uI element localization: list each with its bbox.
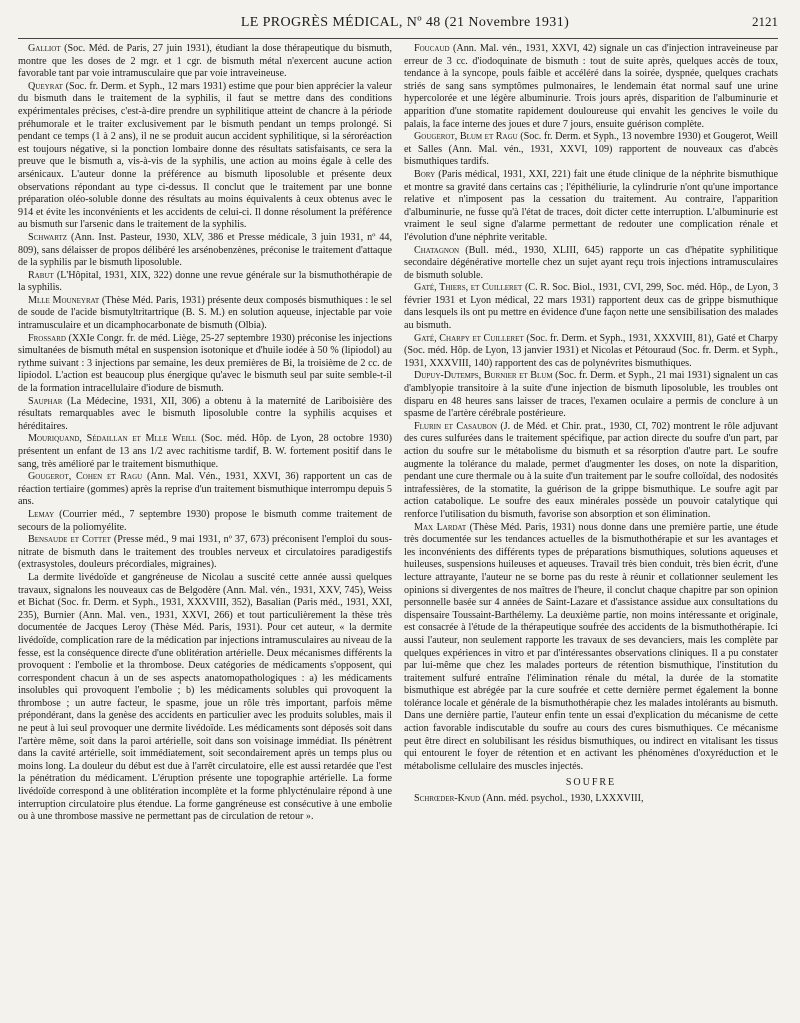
author-name: Chatagnon [414,244,460,256]
author-name: Schrœder-Knud [414,793,481,805]
paragraph [404,793,778,806]
author-name: Bensaude et Cottet [28,534,111,546]
paragraph [404,245,778,283]
paragraph-text: (Courrier méd., 7 septembre 1930) propose le bismuth comme traitement de secours de la poliomyélite. [18,508,392,533]
paragraph-text: (Soc. méd. Hôp. de Lyon, 28 octobre 1930) présentent un enfant de 13 ans 1/2 avec rachitisme tardif, B. W. fortement positif dans le sang, très amélioré par le traitement bismuthique. [18,433,392,470]
text-columns [18,43,778,824]
paragraph-text: (Ann. Mal. vén., 1931, XXVI, 42) signale un cas d'injection intraveineuse par erreur de 3 cc. d'iodoquinate de bismuth : tout de suite après, quelques accès de toux, tendance à la syncope, pouls faible et accéléré dans la soirée, dyspnée, quelques crachats striés de sang sans symptômes pulmonaires, le lendemain état normal sauf une urine hypercolorée et une légère albuminurie. Trois jours après, disparition de l'albuminurie et apparition d'une stomatite rapidement douloureuse qui envahit les gencives le voile du palais, la face interne des joues et dure 7 jours, ensuite guérison complète. [404,43,778,130]
paragraph [404,333,778,371]
right-column [404,43,778,824]
paragraph-text: (Soc. fr. Derm. et Syph., 21 mai 1931) signalent un cas d'amblyopie transitoire à la suite d'une injection de bismuth liposoluble, les troubles ont disparu en 48 heures sans laisser de traces, l'examen oculaire a permis de conclure à un spasme de l'artère cérébrale postérieure. [404,370,778,420]
paragraph-text: (Presse méd., 9 mai 1931, nº 37, 673) préconisent l'emploi du sous-nitrate de bismuth dans le traitement des troubles nerveux et circulatoires paradigestifs (extrasystoles, douleurs précordiales, migraines). [18,534,392,571]
paragraph [18,396,392,434]
paragraph [18,534,392,572]
paragraph [404,370,778,420]
paragraph [404,43,778,131]
paragraph-text: (L'Hôpital, 1931, XIX, 322) donne une revue générale sur la bismuthothérapie de la syphilis. [18,269,392,294]
author-name: Frossard [28,332,66,344]
paragraph-text: (Ann. Inst. Pasteur, 1930, XLV, 386 et Presse médicale, 3 juin 1931, nº 44, 809), sans délaisser de propos délibéré les arsénobenzènes, préconise le traitement d'attaque de la syphilis par le bismuth liposoluble. [18,231,392,269]
running-title: LE PROGRÈS MÉDICAL, Nº 48 (21 Novembre 1931) [240,15,570,30]
paragraph [18,81,392,232]
paragraph-text: (Soc. fr. Derm. et Syph., 1931, XXXVIII, 81), Gaté et Charpy (Soc. méd. Hôp. de Lyon, 13 janvier 1931) et Nicolas et Pétouraud (Soc. fr. Derm. et Syph., 1931, XXXVIII, 140) rapportent des cas de polynévrites bismuthiques. [404,332,778,369]
author-name: Gougerot, Blum et Ragu [414,131,518,143]
paragraph [404,522,778,774]
author-name: Galliot [28,43,61,54]
paragraph [18,295,392,333]
paragraph-text: (La Médecine, 1931, XII, 306) a obtenu à la maternité de Lariboisière des résultats remarquables avec le bismuth liposoluble contre la syphilis acquises et héréditaires. [18,395,392,432]
author-name: Rabut [28,269,54,281]
author-name: Sauphar [28,395,63,407]
author-name: Gaté, Charpy et Cuilleret [414,332,524,344]
section-heading: SOUFRE [565,777,617,789]
author-name: Queyrat [28,80,63,92]
author-name: Gougerot, Cohen et Ragu [28,471,143,483]
author-name: Schwartz [28,231,68,243]
page-header [18,14,778,36]
paragraph-text: (XXIe Congr. fr. de méd. Liège, 25-27 septembre 1930) préconise les injections simultanées de bismuth métal en suspension isotonique et d'huile iodée à 50 % (lipiodol) au rythme suivant : 3 injections par semaine, les deux premières de Bi, la troisième de 2 cc. de lipiodol. L'action est beaucoup plus énergique qu'avec le bismuth seul par suite semble-t-il de la formation intracellulaire d'iodure de bismuth. [18,332,392,395]
paragraph-text: (Soc. fr. Derm. et Syph., 12 mars 1931) estime que pour bien apprécier la valeur du bismuth dans le traitement de la syphilis, il faut se mettre dans des conditions expérimentales précises, c'est-à-dire prendre un syphilitique atteint de chancre à la période préhumorale et le traiter exclusivement par le bismuth pendant un temps prolongé. Si pendant ce temps (1 à 2 ans), il ne se produit aucun accident syphilitique, si la séroréaction est toujours négative, si la ponction lombaire donne des résultats satisfaisants, ce sera la preuve que le bismuth a, vis-à-vis de la syphilis, une action au moins égale à celle des arsénicaux. L'auteur donne la préférence au bismuth liposoluble et présente deux observations répondant au type ci-dessus. Il conclut que le traitement par une bonne préparation oléo-soluble donne des résultats au moins équivalents à ceux obtenus avec le 914 et évite les inconvénients et les accidents de celui-ci. Il donne résolument la préférence au bismuth sur l'arsenic dans le traitement de la syphilis. [18,80,392,231]
author-name: Lemay [28,508,55,520]
author-name: Bory [414,168,436,180]
paragraph-text: (Ann. Mal. Vén., 1931, XXVI, 36) rapportent un cas de réaction tertiaire (gommes) après la reprise d'un traitement bismuthique interrompu depuis 5 ans. [18,471,393,508]
paragraph-text: (J. de Méd. et Chir. prat., 1930, CI, 702) montrent le rôle adjuvant des cures sulfurées dans le traitement spécifique, par action directe du soufre d'un part, par action du soufre sur le métabolisme du bismuth et sa résorption d'autre part. Le soufre augmente la tolérance du malade, permet d'augmenter les doses, on note la disparition, pendant une cure thermale ou à la suite d'un traitement par le soufre colloïdal, des nodosités intrafessières, de la stomatite, la guérison de la grippe bismuthique. Le soufre agit par action catabolique. Le soufre des eaux minérales possède un pouvoir catalytique qui renforce l'utilisation du bismuth, favorise son absorption et son élimination. [404,420,778,520]
paragraph [404,131,778,169]
paragraph [404,282,778,332]
author-name: Dupuy-Dutemps, Burnier et Blum [414,370,553,382]
paragraph-text: (Paris médical, 1931, XXI, 221) fait une étude clinique de la néphrite bismuthique et montre sa gravité dans certains cas ; l'épithéliurie, la cylindrurie n'ont qu'une importance relative et n'imposent pas la cessation du traitement. Au contraire, l'apparition d'albuminurie, ne fusse qu'à l'état de traces, doit dicter cette interruption. L'albuminurie est vraiment le seul signe d'alarme permettant de redouter une complication rénale et l'évolution d'une néphrite veritable. [404,168,778,243]
paragraph-text: (C. R. Soc. Biol., 1931, CVI, 299, Soc. méd. Hôp., de Lyon, 3 février 1931 et Lyon médical, 22 mars 1931) rapportent deux cas de grippe bismuthique dans lesquels ils ont pu mettre en évidence d'une façon nette une sensibilisation des malades au bismuth. [404,282,779,332]
author-name: Mlle Mouneyrat [28,294,100,306]
paragraph [18,270,392,295]
paragraph-text: (Soc. fr. Derm. et Syph., 13 novembre 1930) et Gougerot, Weill et Salles (Ann. Mal. vén., 1931, XXVI, 109) rapportent de nouveaux cas d'abcès bismuthiques tardifs. [404,131,778,168]
paragraph-text: (Thèse Méd. Paris, 1931) présente deux composés bismuthiques : le sel de soude de l'acide bismutyltritartrique (B. S. M.) en solution aqueuse, injectable par voie intramusculaire et un dicamphocarbonate de bismuth (Olbia). [18,294,392,332]
paragraph [18,509,392,534]
author-name: Mouriquand, Sédaillan et Mlle Weill [28,433,197,445]
paragraph [404,421,778,522]
left-column [18,43,392,824]
author-name: Max Lardat [414,521,467,533]
author-name: Foucaud [414,43,450,54]
paragraph [18,433,392,471]
paragraph-text: (Soc. Méd. de Paris, 27 juin 1931), étudiant la dose thérapeutique du bismuth, montre que les doses de 2 mgr. et 1 cgr. de bismuth métal n'exercent aucune action favorable tant par voie intramusculaire que par voie intraveineuse. [18,43,392,80]
paragraph [18,572,392,824]
paragraph-text: (Thèse Méd. Paris, 1931) nous donne dans une première partie, une étude très documentée sur les tendances actuelles de la bismuthothérapie et sur les avantages et les inconvénients des différents types de préparations bismuthiques, solutions aqueuses et huileuses, suspensions huileuses et aqueuses. Travail très bien conduit, très bien écrit, d'une lecture attrayante, l'auteur ne se borne pas du reste à réunir et collationner seulement les opinions si divergentes de nos maîtres de l'heure, il conclut chaque chapitre par son opinion personnelle basée sur 4 années de Saint-Lazare et d'assistance assidue aux consultations du dispensaire Toussaint-Barthélemy. La deuxième partie, non moins intéressante et originale, est consacrée à l'étude de la thérapeutique soufrée des accidents de la bismuthothérapie. Ici aussi l'auteur, non seulement rapporte les travaux de ses devanciers, mais les complète par quelques expériences in vitro et par d'intéressantes observations cliniques. Il a pu constater par lui-même que chez les malades porteurs de rétention bismuthique, l'institution du traitement sulfuré entraîne l'élimination rénale du métal, la durée de la stomatite bismuthique est abrégée par la cure soufrée et cette dernière permet également la bonne tolérance locale et générale de la bismuthothérapie chez les malades intolérants au bismuth. Dans une dernière partie, l'auteur enfin tente un essai d'explication du mécanisme de cette action favorable indiscutable du soufre au cours des cures bismuthiques. Ce mécanisme peut être direct en solubilisant les résidus bismuthiques, ou indirect en vitalisant les tissus qui entourent le foyer de rétention et en activant les phénomènes d'oxyréduction et le métabolisme cellulaire des muscles injectés. [404,521,778,772]
paragraph-text: La dermite livédoïde et gangréneuse de Nicolau a suscité cette année aussi quelques travaux, signalons les nouveaux cas de Belgodère (Ann. Mal. vén., 1931, XXV, 745), Weiss et Bichat (Soc. fr. Derm. et Syph., 1931, XXXVIII, 352), Basalian (Paris méd., 1931, XXI, 235), Burnier (Ann. Mal. ven., 1931, XXVI, 266) et tout particulièrement la thèse très documentée de Jacques Leroy (Thèse Méd. Paris, 1931). Pour cet auteur, « la dermite livédoïde, complication rare de la médication par injections intramusculaires au niveau de la fesse, est la conséquence directe d'une oblitération artérielle. Deux mécanismes différents la provoquent : l'embolie et la thrombose. Deux catégories de médicaments s'opposent, qui correspondent chacun à un de ses aspects anatomopathologiques : a) les médicaments insolubles qui provoquent l'embolie ; b) les médicaments solubles qui provoquent la thrombose ; un autre facteur, le spasme, joue un rôle très important, parfois même prépondérant, dans la genèse des accidents en particulier avec les produits solubles, mais il ne peut à lui seul provoquer une dermite livédoïde. Les médicaments sont déposés soit dans l'artère même, soit dans la paroi artérielle, soit dans son voisinage immédiat. Ils pénètrent dans la cavité artérielle, soit immédiatement, soit secondairement après un temps plus ou moins long. La douleur du début est due à l'arrêt circulatoire, elle est aussi retardée que l'est la pénétration du médicament. L'éruption présente une topographie artérielle. La forme livédoïde correspond à une oblitération incomplète et la forme phlycténulaire répond à une interruption circulatoire plus étendue. La forme gangréneuse est consécutive à une embolie ou à une thrombose massive ne permettant pas de circulation de retour ». [18,571,392,823]
author-name: Flurin et Casaubon [414,420,497,432]
paragraph [18,333,392,396]
page-number: 2121 [752,14,778,29]
paragraph-text: (Ann. méd. psychol., 1930, LXXXVIII, [480,793,644,805]
paragraph [18,471,392,509]
author-name: Gaté, Thiers, et Cuilleret [414,282,523,294]
paragraph [404,169,778,245]
paragraph-text: (Bull. méd., 1930, XLIII, 645) rapporte un cas d'hépatite syphilitique secondaire dégénérative mortelle chez un sujet ayant reçu trois injections intramusculaires de bismuth soluble. [404,244,778,281]
paragraph [18,43,392,81]
header-rule [18,38,778,39]
paragraph [18,232,392,270]
